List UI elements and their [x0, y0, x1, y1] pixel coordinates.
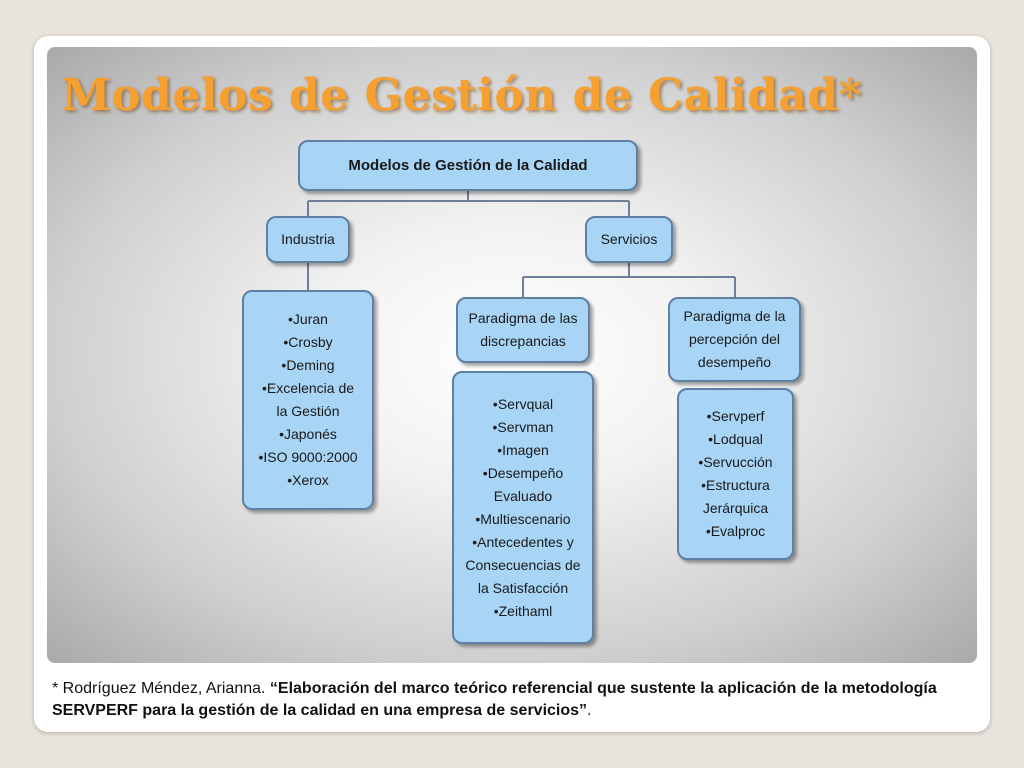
citation-end: . [587, 702, 592, 719]
list-item: •Deming [281, 357, 335, 373]
list-item: •Lodqual [708, 431, 763, 447]
list-item: •Multiescenario [475, 510, 571, 527]
citation-title: “Elaboración del marco teórico referencial que sustente la aplicación de la metodología SERVPERF para la gestión de la calidad en una empresa de servicios” [52, 680, 937, 719]
industria-node [266, 216, 350, 263]
list-item: •Antecedentes y [472, 533, 574, 550]
list-item: Evaluado [493, 487, 553, 504]
root-node [298, 140, 638, 191]
list-item: •Crosby [283, 334, 333, 350]
desempeno-paradigm-node [668, 297, 801, 382]
list-item: •Japonés [279, 426, 337, 442]
desempeno-models-list [677, 388, 794, 560]
discrepancias-paradigm-node [456, 297, 590, 363]
paradigm-title-line: discrepancias [480, 333, 566, 349]
servicios-node [585, 216, 673, 263]
industria-models-list [242, 290, 374, 510]
list-item: •Excelencia de [261, 380, 355, 396]
list-item: •Estructura [701, 477, 770, 493]
list-item: •Servperf [706, 408, 765, 424]
list-item: •Servman [492, 418, 554, 435]
list-item: •Imagen [497, 441, 549, 458]
industria-label: Industria [281, 231, 335, 247]
paradigm-title-line: Paradigma de la [683, 308, 786, 324]
list-item: •Servqual [492, 395, 554, 412]
list-item: •Servucción [698, 454, 773, 470]
root-label: Modelos de Gestión de la Calidad [348, 157, 588, 174]
paradigm-title-line: percepción del [688, 331, 781, 347]
discrepancias-models-list [452, 371, 594, 644]
servicios-label: Servicios [600, 231, 658, 247]
paradigm-title-line: desempeño [697, 354, 772, 370]
list-item: la Gestión [276, 403, 340, 419]
list-item: •Juran [288, 311, 328, 327]
slide-title: Modelos de Gestión de Calidad* [62, 70, 863, 121]
list-item: •Zeithaml [493, 602, 553, 619]
list-item: •Desempeño [482, 464, 564, 481]
list-item: •ISO 9000:2000 [258, 449, 358, 465]
list-item: •Xerox [287, 472, 329, 488]
list-item: Jerárquica [702, 500, 769, 516]
citation-footnote [52, 678, 982, 722]
list-item: •Evalproc [705, 523, 766, 539]
list-item: la Satisfacción [477, 579, 569, 596]
citation-author: * Rodríguez Méndez, Arianna. [52, 680, 270, 697]
list-item: Consecuencias de [465, 556, 581, 573]
paradigm-title-line: Paradigma de las [468, 310, 578, 326]
